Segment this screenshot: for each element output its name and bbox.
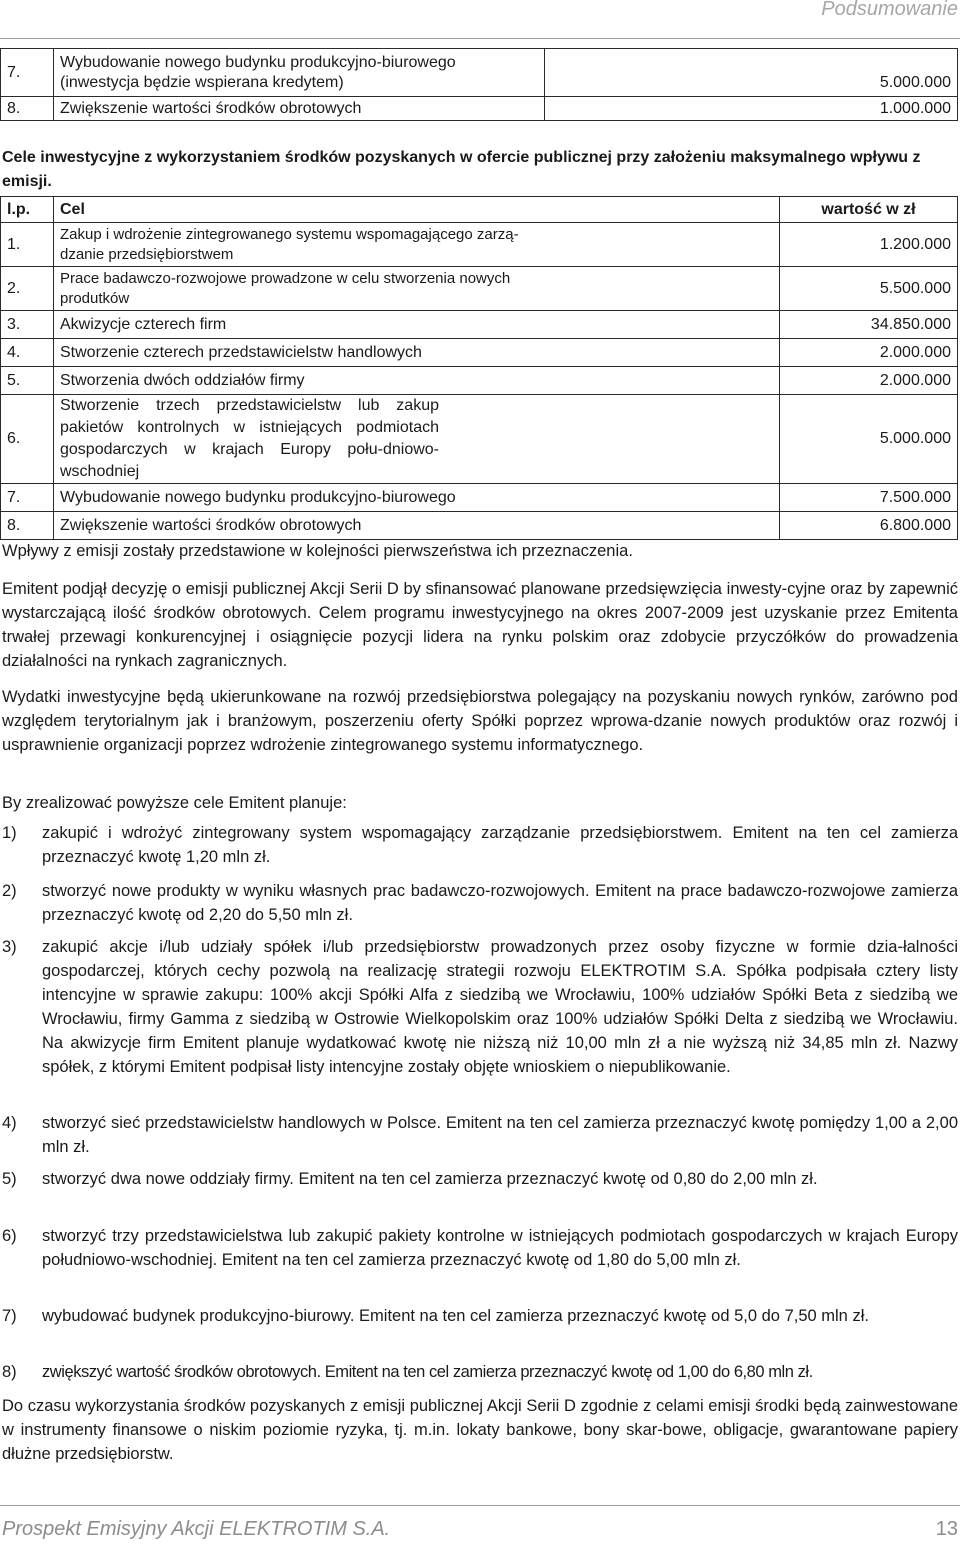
- table-row: [1, 311, 958, 339]
- row-value: 6.800.000: [780, 512, 958, 540]
- row-number: 7.: [1, 49, 54, 97]
- list-item-text: stworzyć dwa nowe oddziały firmy. Emitent na ten cel zamierza przeznaczyć kwotę od 0,80 do 2,00 mln zł.: [42, 1170, 818, 1188]
- list-item-number: 4): [2, 1114, 17, 1132]
- section-header: Podsumowanie: [821, 0, 958, 20]
- list-item: [2, 1224, 958, 1272]
- paragraph-investment-spending: Wydatki inwestycyjne będą ukierunkowane na rozwój przedsiębiorstwa polegający na pozyskaniu nowych rynków, zarówno pod względem terytorialnym jak i branżowym, poszerzeniu oferty Spółki poprzez wprowa-dzanie nowych produktów oraz rozwój i usprawnienie organizacji poprzez wdrożenie zintegrowanego systemu informatycznego.: [2, 688, 958, 754]
- row-goal: Wybudowanie nowego budynku produkcyjno-biurowego (inwestycja będzie wspierana kredytem): [54, 49, 545, 97]
- page-number: 13: [935, 1518, 958, 1540]
- row-goal: Stworzenia dwóch oddziałów firmy: [54, 367, 780, 395]
- list-item: [2, 1360, 958, 1384]
- investment-table-continued: [0, 48, 958, 121]
- list-item-text: stworzyć nowe produkty w wyniku własnych prac badawczo-rozwojowych. Emitent na prace badawczo-rozwojowe zamierza przeznaczyć kwotę od 2,20 do 5,50 mln zł.: [42, 882, 958, 924]
- paragraph-temporary-investment: Do czasu wykorzystania środków pozyskanych z emisji publicznej Akcji Serii D zgodnie z celami emisji środki będą zainwestowane w instrumenty finansowe o niskim poziomie ryzyka, tj. m.in. lokaty bankowe, bony skar-bowe, obligacje, gwarantowane papiery dłużne przedsiębiorstw.: [2, 1397, 958, 1463]
- list-item-number: 6): [2, 1227, 17, 1245]
- list-item-text: zakupić akcje i/lub udziały spółek i/lub przedsiębiorstw prowadzonych przez osoby fizyczne w formie dzia-łalności gospodarczej, których cechy pozwolą na realizację strategii rozwoju ELEKTROTIM S.A. Spółka podpisała cztery listy intencyjne w sprawie zakupu: 100% akcji Spółki Alfa z siedzibą we Wrocławiu, 100% udziałów Spółki Beta z siedzibą we Wrocławiu, firmy Gamma z siedzibą w Ostrowie Wielkopolskim oraz 100% udziałów Spółki Delta z siedzibą we Wrocławiu. Na akwizycje firm Emitent planuje wydatkować kwotę nie niższą niż 10,00 mln zł a nie wyższą niż 34,85 mln zł. Nazwy spółek, z którymi Emitent podpisał listy intencyjne zostały objęte wnioskiem o niepublikowanie.: [42, 938, 958, 1076]
- row-value: 1.200.000: [780, 223, 958, 267]
- list-item-number: 3): [2, 938, 17, 956]
- list-item: [2, 935, 958, 1079]
- row-goal: Prace badawczo-rozwojowe prowadzone w celu stworzenia nowych produtków: [54, 267, 780, 311]
- list-item: [2, 879, 958, 927]
- row-number: 4.: [1, 339, 54, 367]
- header-rule: [0, 38, 960, 39]
- row-goal: Zwiększenie wartości środków obrotowych: [54, 512, 780, 540]
- table-row: [1, 339, 958, 367]
- list-item-text: stworzyć sieć przedstawicielstw handlowych w Polsce. Emitent na ten cel zamierza przeznaczyć kwotę pomiędzy 1,00 a 2,00 mln zł.: [42, 1114, 958, 1156]
- row-value: 5.000.000: [545, 49, 958, 97]
- row-number: 3.: [1, 311, 54, 339]
- list-item: [2, 1111, 958, 1159]
- list-item-number: 2): [2, 882, 17, 900]
- row-goal: Zwiększenie wartości środków obrotowych: [54, 97, 545, 121]
- paragraph-plan-intro: By zrealizować powyższe cele Emitent planuje:: [2, 794, 347, 812]
- paragraph-proceeds-order: Wpływy z emisji zostały przedstawione w kolejności pierwszeństwa ich przeznaczenia.: [2, 542, 633, 560]
- table-row: [1, 484, 958, 512]
- row-goal: Stworzenie czterech przedstawicielstw handlowych: [54, 339, 780, 367]
- table-row: [1, 367, 958, 395]
- footer-rule: [0, 1505, 960, 1506]
- list-item-number: 1): [2, 824, 17, 842]
- list-item-text: wybudować budynek produkcyjno-biurowy. Emitent na ten cel zamierza przeznaczyć kwotę od 5,0 do 7,50 mln zł.: [42, 1307, 869, 1325]
- table-row: [1, 49, 958, 97]
- row-goal: Stworzenie trzech przedstawicielstw lub zakup pakietów kontrolnych w istniejących podmiotach gospodarczych w krajach Europy połu-dniowo-wschodniej: [54, 395, 780, 484]
- row-value: 34.850.000: [780, 311, 958, 339]
- list-item-number: 5): [2, 1170, 17, 1188]
- list-item: [2, 1167, 958, 1191]
- table-header-row: [1, 197, 958, 223]
- investment-goals-table: [0, 196, 958, 540]
- row-number: 6.: [1, 395, 54, 484]
- row-value: 5.500.000: [780, 267, 958, 311]
- list-item-number: 8): [2, 1363, 17, 1381]
- table-row: [1, 512, 958, 540]
- row-goal: Akwizycje czterech firm: [54, 311, 780, 339]
- row-number: 2.: [1, 267, 54, 311]
- footer-title: Prospekt Emisyjny Akcji ELEKTROTIM S.A.: [2, 1518, 391, 1540]
- table-row: [1, 97, 958, 121]
- row-value: 2.000.000: [780, 367, 958, 395]
- intro-paragraph: Cele inwestycyjne z wykorzystaniem środków pozyskanych w ofercie publicznej przy założeniu maksymalnego wpływu z emisji.: [2, 149, 921, 190]
- table-row: [1, 267, 958, 311]
- row-value: 5.000.000: [780, 395, 958, 484]
- paragraph-emission-decision: Emitent podjął decyzję o emisji publicznej Akcji Serii D by sfinansować planowane przedsięwzięcia inwesty-cyjne oraz by zapewnić wystarczającą ilość środków obrotowych. Celem programu inwestycyjnego na okres 2007-2009 jest uzyskanie przez Emitenta trwałej przewagi konkurencyjnej i osiągnięcie pozycji lidera na rynku polskim oraz zdobycie przyczółków do prowadzenia działalności na rynkach zagranicznych.: [2, 580, 958, 670]
- table-row: [1, 223, 958, 267]
- row-number: 8.: [1, 97, 54, 121]
- list-item-text: zwiększyć wartość środków obrotowych. Emitent na ten cel zamierza przeznaczyć kwotę od 1,00 do 6,80 mln zł.: [42, 1363, 813, 1381]
- table-row: [1, 395, 958, 484]
- header-goal: Cel: [54, 197, 780, 223]
- row-value: 7.500.000: [780, 484, 958, 512]
- row-value: 1.000.000: [545, 97, 958, 121]
- list-item-text: stworzyć trzy przedstawicielstwa lub zakupić pakiety kontrolne w istniejących podmiotach gospodarczych w krajach Europy południowo-wschodniej. Emitent na ten cel zamierza przeznaczyć kwotę od 1,80 do 5,00 mln zł.: [42, 1227, 958, 1269]
- header-lp: l.p.: [1, 197, 54, 223]
- list-item: [2, 1304, 958, 1328]
- row-number: 5.: [1, 367, 54, 395]
- list-item: [2, 821, 958, 869]
- row-number: 7.: [1, 484, 54, 512]
- row-number: 1.: [1, 223, 54, 267]
- row-value: 2.000.000: [780, 339, 958, 367]
- row-number: 8.: [1, 512, 54, 540]
- list-item-text: zakupić i wdrożyć zintegrowany system wspomagający zarządzanie przedsiębiorstwem. Emitent na ten cel zamierza przeznaczyć kwotę 1,20 mln zł.: [42, 824, 958, 866]
- row-goal: Zakup i wdrożenie zintegrowanego systemu wspomagającego zarzą- dzanie przedsiębiorstwem: [54, 223, 780, 267]
- list-item-number: 7): [2, 1307, 17, 1325]
- header-value: wartość w zł: [780, 197, 958, 223]
- row-goal: Wybudowanie nowego budynku produkcyjno-biurowego: [54, 484, 780, 512]
